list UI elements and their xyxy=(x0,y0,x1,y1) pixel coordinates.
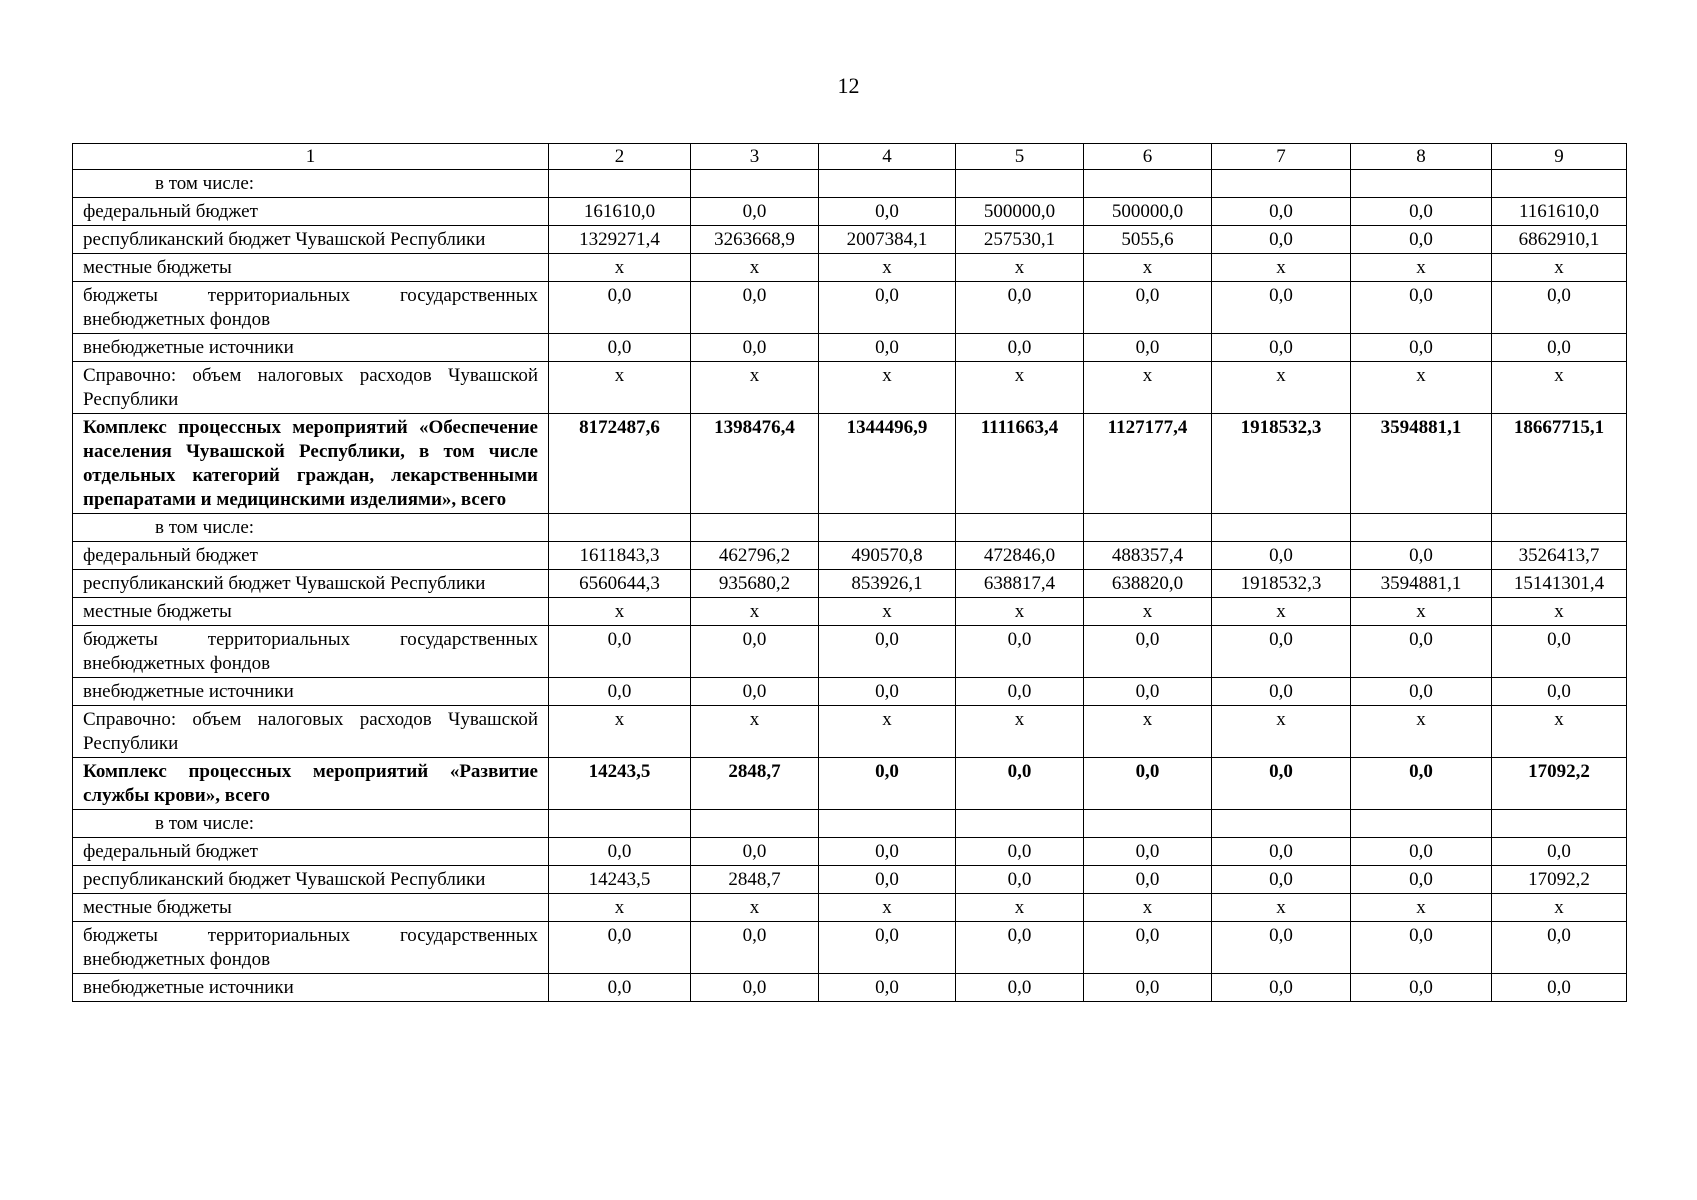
column-number-row xyxy=(73,144,1627,170)
value-cell: x xyxy=(819,894,956,922)
value-cell: 0,0 xyxy=(1351,678,1492,706)
value-cell: 1611843,3 xyxy=(549,542,691,570)
row-label-cell: республиканский бюджет Чувашской Республики xyxy=(73,866,549,894)
value-cell: x xyxy=(1212,894,1351,922)
value-cell: 0,0 xyxy=(549,974,691,1002)
row-label-cell: республиканский бюджет Чувашской Республики xyxy=(73,226,549,254)
value-cell xyxy=(1212,810,1351,838)
value-cell: 2848,7 xyxy=(691,866,819,894)
value-cell xyxy=(549,810,691,838)
value-cell: 0,0 xyxy=(819,334,956,362)
value-cell: 0,0 xyxy=(1084,974,1212,1002)
value-cell: x xyxy=(549,254,691,282)
table-row xyxy=(73,974,1627,1002)
value-cell: 0,0 xyxy=(1212,198,1351,226)
value-cell xyxy=(956,170,1084,198)
row-label-cell: внебюджетные источники xyxy=(73,334,549,362)
value-cell xyxy=(691,810,819,838)
value-cell: x xyxy=(1492,362,1627,414)
value-cell: 15141301,4 xyxy=(1492,570,1627,598)
value-cell: x xyxy=(1351,706,1492,758)
value-cell: 0,0 xyxy=(819,974,956,1002)
table-section-row xyxy=(73,414,1627,514)
value-cell: 0,0 xyxy=(549,282,691,334)
value-cell xyxy=(691,170,819,198)
value-cell: 0,0 xyxy=(1084,866,1212,894)
value-cell: x xyxy=(956,598,1084,626)
row-label-cell: бюджеты территориальных государственных внебюджетных фондов xyxy=(73,922,549,974)
value-cell: x xyxy=(1492,706,1627,758)
value-cell xyxy=(1492,170,1627,198)
column-number-cell: 1 xyxy=(73,144,549,170)
column-number-cell: 5 xyxy=(956,144,1084,170)
value-cell: 0,0 xyxy=(956,758,1084,810)
table-row xyxy=(73,598,1627,626)
value-cell: 0,0 xyxy=(1084,334,1212,362)
table-row xyxy=(73,198,1627,226)
value-cell: x xyxy=(1351,598,1492,626)
table-row xyxy=(73,254,1627,282)
table-section-row xyxy=(73,758,1627,810)
value-cell: 0,0 xyxy=(1492,838,1627,866)
value-cell: x xyxy=(1492,254,1627,282)
value-cell: 0,0 xyxy=(691,678,819,706)
value-cell: 0,0 xyxy=(691,626,819,678)
value-cell xyxy=(819,170,956,198)
value-cell: 0,0 xyxy=(1212,922,1351,974)
value-cell: 935680,2 xyxy=(691,570,819,598)
column-number-cell: 9 xyxy=(1492,144,1627,170)
value-cell: 0,0 xyxy=(1084,758,1212,810)
value-cell: 0,0 xyxy=(819,678,956,706)
table-row xyxy=(73,678,1627,706)
table-row xyxy=(73,838,1627,866)
value-cell: 0,0 xyxy=(691,282,819,334)
value-cell: 853926,1 xyxy=(819,570,956,598)
table-row xyxy=(73,894,1627,922)
value-cell: 0,0 xyxy=(691,334,819,362)
value-cell: x xyxy=(1212,706,1351,758)
value-cell: 0,0 xyxy=(1212,758,1351,810)
value-cell: 0,0 xyxy=(819,282,956,334)
value-cell: 0,0 xyxy=(1212,974,1351,1002)
value-cell: x xyxy=(956,254,1084,282)
value-cell: 0,0 xyxy=(956,922,1084,974)
value-cell: 0,0 xyxy=(956,838,1084,866)
table-row xyxy=(73,922,1627,974)
value-cell: 17092,2 xyxy=(1492,758,1627,810)
value-cell: 0,0 xyxy=(1492,922,1627,974)
value-cell: 0,0 xyxy=(1212,866,1351,894)
value-cell xyxy=(1084,514,1212,542)
value-cell: 500000,0 xyxy=(1084,198,1212,226)
value-cell: 490570,8 xyxy=(819,542,956,570)
value-cell: 0,0 xyxy=(1351,758,1492,810)
table-row xyxy=(73,542,1627,570)
value-cell: 3594881,1 xyxy=(1351,414,1492,514)
value-cell: 462796,2 xyxy=(691,542,819,570)
value-cell: 0,0 xyxy=(956,866,1084,894)
value-cell xyxy=(1351,514,1492,542)
value-cell: 1398476,4 xyxy=(691,414,819,514)
table-row xyxy=(73,226,1627,254)
value-cell: x xyxy=(956,894,1084,922)
value-cell: 0,0 xyxy=(1492,282,1627,334)
value-cell: 0,0 xyxy=(1351,198,1492,226)
table-row xyxy=(73,170,1627,198)
value-cell: 638817,4 xyxy=(956,570,1084,598)
value-cell: 0,0 xyxy=(1084,678,1212,706)
value-cell: 6862910,1 xyxy=(1492,226,1627,254)
value-cell: x xyxy=(691,254,819,282)
value-cell: x xyxy=(1084,254,1212,282)
value-cell: 14243,5 xyxy=(549,866,691,894)
value-cell: x xyxy=(691,894,819,922)
value-cell xyxy=(819,514,956,542)
value-cell: x xyxy=(1212,598,1351,626)
value-cell: x xyxy=(819,254,956,282)
value-cell: 0,0 xyxy=(549,334,691,362)
value-cell: 0,0 xyxy=(691,198,819,226)
value-cell: 0,0 xyxy=(819,866,956,894)
value-cell: 0,0 xyxy=(1084,282,1212,334)
column-number-cell: 3 xyxy=(691,144,819,170)
row-label-cell: в том числе: xyxy=(73,514,549,542)
value-cell: 0,0 xyxy=(1351,922,1492,974)
value-cell: 0,0 xyxy=(1492,678,1627,706)
column-number-cell: 2 xyxy=(549,144,691,170)
value-cell: 0,0 xyxy=(691,974,819,1002)
value-cell: 2848,7 xyxy=(691,758,819,810)
value-cell: 0,0 xyxy=(1212,678,1351,706)
value-cell: x xyxy=(819,598,956,626)
value-cell: x xyxy=(549,894,691,922)
value-cell: x xyxy=(956,362,1084,414)
budget-table xyxy=(72,143,1627,1002)
value-cell: 0,0 xyxy=(1084,922,1212,974)
table-row xyxy=(73,866,1627,894)
value-cell xyxy=(956,514,1084,542)
row-label-cell: местные бюджеты xyxy=(73,598,549,626)
value-cell: 488357,4 xyxy=(1084,542,1212,570)
value-cell: x xyxy=(691,706,819,758)
value-cell: 472846,0 xyxy=(956,542,1084,570)
value-cell: x xyxy=(691,598,819,626)
value-cell: 0,0 xyxy=(1351,974,1492,1002)
value-cell: 0,0 xyxy=(691,838,819,866)
value-cell: 1918532,3 xyxy=(1212,414,1351,514)
table-row xyxy=(73,810,1627,838)
row-label-cell: внебюджетные источники xyxy=(73,974,549,1002)
column-number-cell: 4 xyxy=(819,144,956,170)
value-cell: 3526413,7 xyxy=(1492,542,1627,570)
row-label-cell: местные бюджеты xyxy=(73,894,549,922)
value-cell: 0,0 xyxy=(1212,542,1351,570)
value-cell xyxy=(956,810,1084,838)
value-cell: 0,0 xyxy=(1212,226,1351,254)
value-cell: 0,0 xyxy=(1212,838,1351,866)
row-label-cell: местные бюджеты xyxy=(73,254,549,282)
value-cell: x xyxy=(549,598,691,626)
value-cell: 0,0 xyxy=(819,922,956,974)
value-cell: 0,0 xyxy=(819,758,956,810)
value-cell xyxy=(1084,170,1212,198)
value-cell: 2007384,1 xyxy=(819,226,956,254)
column-number-cell: 7 xyxy=(1212,144,1351,170)
value-cell: x xyxy=(819,706,956,758)
value-cell: 1329271,4 xyxy=(549,226,691,254)
value-cell: x xyxy=(1084,894,1212,922)
row-label-cell: в том числе: xyxy=(73,810,549,838)
value-cell: 14243,5 xyxy=(549,758,691,810)
value-cell: 8172487,6 xyxy=(549,414,691,514)
value-cell xyxy=(1084,810,1212,838)
value-cell: 0,0 xyxy=(1492,626,1627,678)
value-cell: x xyxy=(819,362,956,414)
value-cell: x xyxy=(691,362,819,414)
value-cell: 18667715,1 xyxy=(1492,414,1627,514)
row-label-cell: бюджеты территориальных государственных внебюджетных фондов xyxy=(73,626,549,678)
value-cell: 161610,0 xyxy=(549,198,691,226)
value-cell: 0,0 xyxy=(956,334,1084,362)
row-label-cell: в том числе: xyxy=(73,170,549,198)
table-row xyxy=(73,282,1627,334)
value-cell: 1127177,4 xyxy=(1084,414,1212,514)
row-label-cell: Комплекс процессных мероприятий «Обеспечение населения Чувашской Республики, в том числе отдельных категорий граждан, лекарственными препаратами и медицинскими изделиями», всего xyxy=(73,414,549,514)
value-cell: 0,0 xyxy=(956,626,1084,678)
value-cell: 0,0 xyxy=(1351,838,1492,866)
value-cell: 17092,2 xyxy=(1492,866,1627,894)
value-cell xyxy=(549,514,691,542)
value-cell: x xyxy=(1351,362,1492,414)
value-cell xyxy=(1351,810,1492,838)
value-cell: x xyxy=(1492,598,1627,626)
value-cell: 0,0 xyxy=(819,626,956,678)
table-body xyxy=(73,144,1627,1002)
value-cell: 0,0 xyxy=(1351,542,1492,570)
value-cell: x xyxy=(549,706,691,758)
value-cell: 0,0 xyxy=(1351,226,1492,254)
value-cell: 1918532,3 xyxy=(1212,570,1351,598)
value-cell xyxy=(691,514,819,542)
value-cell: 5055,6 xyxy=(1084,226,1212,254)
value-cell: 0,0 xyxy=(819,198,956,226)
table-row xyxy=(73,334,1627,362)
table-row xyxy=(73,362,1627,414)
value-cell: 0,0 xyxy=(1212,282,1351,334)
value-cell: x xyxy=(1084,706,1212,758)
value-cell xyxy=(1212,170,1351,198)
value-cell: 0,0 xyxy=(956,282,1084,334)
row-label-cell: федеральный бюджет xyxy=(73,198,549,226)
value-cell: 0,0 xyxy=(1212,334,1351,362)
value-cell: 0,0 xyxy=(956,974,1084,1002)
value-cell: 0,0 xyxy=(1492,334,1627,362)
value-cell: x xyxy=(1492,894,1627,922)
value-cell: 1161610,0 xyxy=(1492,198,1627,226)
value-cell: x xyxy=(1084,598,1212,626)
value-cell xyxy=(549,170,691,198)
value-cell: 6560644,3 xyxy=(549,570,691,598)
value-cell: 638820,0 xyxy=(1084,570,1212,598)
value-cell: x xyxy=(1212,254,1351,282)
column-number-cell: 8 xyxy=(1351,144,1492,170)
value-cell: 1111663,4 xyxy=(956,414,1084,514)
value-cell xyxy=(1351,170,1492,198)
value-cell: 0,0 xyxy=(1351,626,1492,678)
value-cell: 0,0 xyxy=(1351,866,1492,894)
value-cell: 0,0 xyxy=(1351,282,1492,334)
value-cell: 0,0 xyxy=(691,922,819,974)
value-cell: x xyxy=(1351,254,1492,282)
value-cell: 500000,0 xyxy=(956,198,1084,226)
table-row xyxy=(73,570,1627,598)
value-cell xyxy=(819,810,956,838)
value-cell: x xyxy=(1212,362,1351,414)
row-label-cell: Комплекс процессных мероприятий «Развитие службы крови», всего xyxy=(73,758,549,810)
value-cell: 0,0 xyxy=(1084,626,1212,678)
value-cell: 0,0 xyxy=(819,838,956,866)
value-cell: 0,0 xyxy=(956,678,1084,706)
table-row xyxy=(73,706,1627,758)
value-cell: 0,0 xyxy=(1084,838,1212,866)
value-cell: 0,0 xyxy=(1351,334,1492,362)
value-cell: 3594881,1 xyxy=(1351,570,1492,598)
row-label-cell: Справочно: объем налоговых расходов Чувашской Республики xyxy=(73,362,549,414)
row-label-cell: Справочно: объем налоговых расходов Чувашской Республики xyxy=(73,706,549,758)
value-cell: 0,0 xyxy=(1212,626,1351,678)
value-cell: 0,0 xyxy=(549,922,691,974)
value-cell: 0,0 xyxy=(549,678,691,706)
value-cell xyxy=(1212,514,1351,542)
table-row xyxy=(73,514,1627,542)
row-label-cell: федеральный бюджет xyxy=(73,542,549,570)
page-number: 12 xyxy=(837,73,860,98)
value-cell: 0,0 xyxy=(1492,974,1627,1002)
row-label-cell: республиканский бюджет Чувашской Республики xyxy=(73,570,549,598)
value-cell: x xyxy=(549,362,691,414)
value-cell: 3263668,9 xyxy=(691,226,819,254)
row-label-cell: бюджеты территориальных государственных внебюджетных фондов xyxy=(73,282,549,334)
row-label-cell: федеральный бюджет xyxy=(73,838,549,866)
value-cell: x xyxy=(956,706,1084,758)
value-cell xyxy=(1492,810,1627,838)
column-number-cell: 6 xyxy=(1084,144,1212,170)
value-cell: 257530,1 xyxy=(956,226,1084,254)
value-cell: x xyxy=(1084,362,1212,414)
value-cell: 1344496,9 xyxy=(819,414,956,514)
row-label-cell: внебюджетные источники xyxy=(73,678,549,706)
table-row xyxy=(73,626,1627,678)
value-cell xyxy=(1492,514,1627,542)
value-cell: 0,0 xyxy=(549,626,691,678)
value-cell: x xyxy=(1351,894,1492,922)
value-cell: 0,0 xyxy=(549,838,691,866)
